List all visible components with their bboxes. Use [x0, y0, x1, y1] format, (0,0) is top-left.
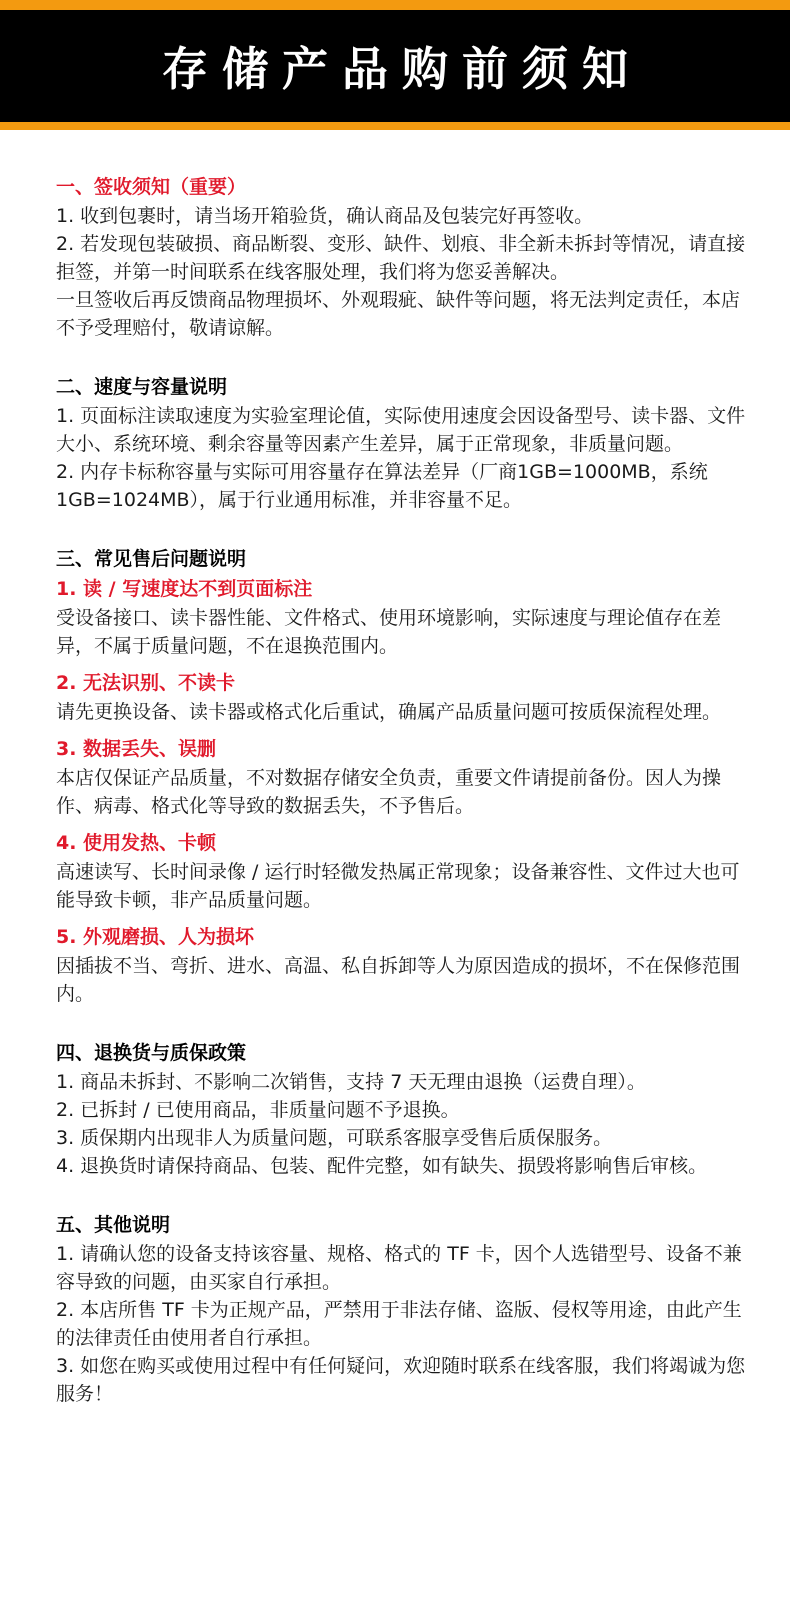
- section-return-warranty: [56, 1038, 750, 1180]
- faq-text: 因插拔不当、弯折、进水、高温、私自拆卸等人为原因造成的损坏，不在保修范围内。: [56, 955, 741, 1005]
- faq-item: [56, 828, 750, 914]
- paragraph: 2. 本店所售 TF 卡为正规产品，严禁用于非法存储、盗版、侵权等用途，由此产生的法律责任由使用者自行承担。: [56, 1299, 742, 1349]
- section-heading: 四、退换货与质保政策: [56, 1042, 247, 1064]
- faq-title: 3. 数据丢失、误删: [56, 738, 217, 760]
- faq-item: [56, 734, 750, 820]
- paragraph: 1. 页面标注读取速度为实验室理论值，实际使用速度会因设备型号、读卡器、文件大小、系统环境、剩余容量等因素产生差异，属于正常现象，非质量问题。: [56, 405, 746, 455]
- paragraph: 1. 请确认您的设备支持该容量、规格、格式的 TF 卡，因个人选错型号、设备不兼容导致的问题，由买家自行承担。: [56, 1243, 742, 1293]
- paragraph: 2. 内存卡标称容量与实际可用容量存在算法差异（厂商1GB=1000MB，系统 1GB=1024MB），属于行业通用标准，并非容量不足。: [56, 461, 708, 511]
- paragraph: 一旦签收后再反馈商品物理损坏、外观瑕疵、缺件等问题，将无法判定责任，本店不予受理赔付，敬请谅解。: [56, 289, 741, 339]
- page-header: [0, 10, 790, 122]
- faq-text: 请先更换设备、读卡器或格式化后重试，确属产品质量问题可按质保流程处理。: [56, 701, 722, 723]
- paragraph: 4. 退换货时请保持商品、包装、配件完整，如有缺失、损毁将影响售后审核。: [56, 1155, 708, 1177]
- faq-item: [56, 574, 750, 660]
- section-other: [56, 1210, 750, 1408]
- section-speed-capacity: [56, 372, 750, 514]
- paragraph: 1. 商品未拆封、不影响二次销售，支持 7 天无理由退换（运费自理）。: [56, 1071, 646, 1093]
- faq-text: 高速读写、长时间录像 / 运行时轻微发热属正常现象；设备兼容性、文件过大也可能导致卡顿，非产品质量问题。: [56, 861, 740, 911]
- faq-title: 4. 使用发热、卡顿: [56, 832, 217, 854]
- section-heading: 三、常见售后问题说明: [56, 548, 247, 570]
- section-heading: 一、签收须知（重要）: [56, 176, 247, 198]
- paragraph: 2. 若发现包装破损、商品断裂、变形、缺件、划痕、非全新未拆封等情况，请直接拒签，并第一时间联系在线客服处理，我们将为您妥善解决。: [56, 233, 746, 283]
- section-signing: [56, 172, 750, 342]
- paragraph: 3. 质保期内出现非人为质量问题，可联系客服享受售后质保服务。: [56, 1127, 613, 1149]
- faq-text: 受设备接口、读卡器性能、文件格式、使用环境影响，实际速度与理论值存在差异，不属于质量问题，不在退换范围内。: [56, 607, 722, 657]
- faq-item: [56, 668, 750, 726]
- section-heading: 五、其他说明: [56, 1214, 171, 1236]
- faq-item: [56, 922, 750, 1008]
- faq-title: 2. 无法识别、不读卡: [56, 672, 236, 694]
- header-accent-bar: [0, 122, 790, 130]
- paragraph: 2. 已拆封 / 已使用商品，非质量问题不予退换。: [56, 1099, 460, 1121]
- faq-title: 1. 读 / 写速度达不到页面标注: [56, 578, 313, 600]
- section-after-sales: [56, 544, 750, 1008]
- top-accent-bar: [0, 0, 790, 10]
- paragraph: 3. 如您在购买或使用过程中有任何疑问，欢迎随时联系在线客服，我们将竭诚为您服务！: [56, 1355, 746, 1405]
- section-heading: 二、速度与容量说明: [56, 376, 228, 398]
- paragraph: 1. 收到包裹时，请当场开箱验货，确认商品及包装完好再签收。: [56, 205, 594, 227]
- page-title: 存储产品购前须知: [162, 42, 642, 96]
- faq-title: 5. 外观磨损、人为损坏: [56, 926, 255, 948]
- faq-text: 本店仅保证产品质量，不对数据存储安全负责，重要文件请提前备份。因人为操作、病毒、格式化等导致的数据丢失，不予售后。: [56, 767, 722, 817]
- notice-content: [0, 130, 790, 1408]
